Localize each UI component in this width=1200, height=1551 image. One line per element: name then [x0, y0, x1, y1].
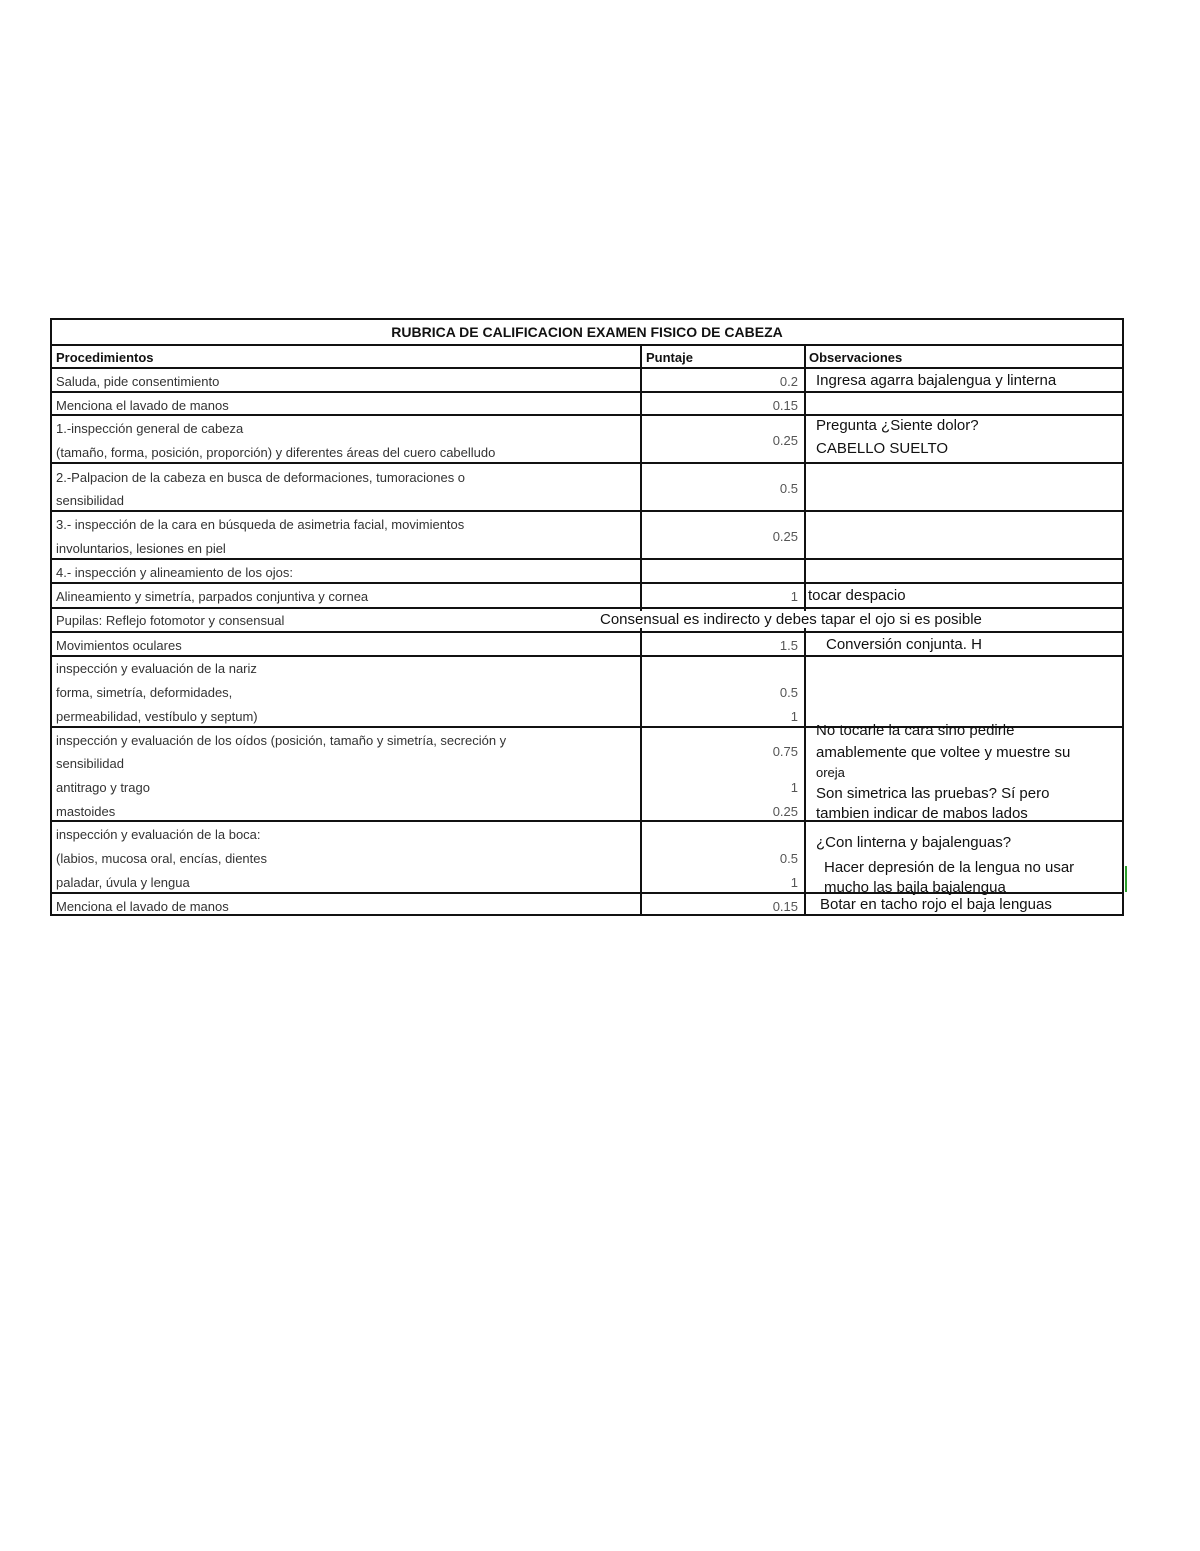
rubric-table	[50, 318, 1124, 916]
procedure-text: (labios, mucosa oral, encías, dientes	[56, 851, 267, 866]
row-divider	[52, 607, 1122, 609]
row-divider	[52, 655, 1122, 657]
procedure-text: 4.- inspección y alineamiento de los ojos:	[56, 565, 294, 580]
row-divider	[52, 367, 1122, 369]
procedure-text: (tamaño, forma, posición, proporción) y diferentes áreas del cuero cabelludo	[56, 445, 496, 460]
procedure-text: 1.-inspección general de cabeza	[56, 421, 244, 436]
observation-text: Hacer depresión de la lengua no usar	[824, 859, 1075, 876]
procedure-text: Movimientos oculares	[56, 638, 182, 653]
score-value: 0.25	[772, 529, 798, 544]
score-value: 0.5	[779, 685, 798, 700]
score-value: 1	[790, 709, 798, 724]
observation-text: Botar en tacho rojo el baja lenguas	[820, 896, 1052, 913]
observation-text: Son simetrica las pruebas? Sí pero	[816, 785, 1050, 802]
observation-text: Consensual es indirecto y debes tapar el ojo si es posible	[600, 611, 982, 628]
procedure-text: involuntarios, lesiones en piel	[56, 541, 226, 556]
header-observations: Observaciones	[809, 350, 903, 365]
observation-text: No tocarle la cara sino pedirle	[816, 722, 1015, 739]
procedure-text: 3.- inspección de la cara en búsqueda de asimetria facial, movimientos	[56, 517, 465, 532]
score-value: 0.15	[772, 899, 798, 914]
cell-selection-marker	[1125, 866, 1127, 892]
procedure-text: sensibilidad	[56, 493, 124, 508]
row-divider	[52, 558, 1122, 560]
table-title: RUBRICA DE CALIFICACION EXAMEN FISICO DE CABEZA	[52, 320, 1122, 346]
procedure-text: inspección y evaluación de la boca:	[56, 827, 261, 842]
row-divider	[52, 462, 1122, 464]
procedure-text: sensibilidad	[56, 756, 124, 771]
column-divider	[640, 344, 642, 914]
header-procedures: Procedimientos	[56, 350, 154, 365]
header-score: Puntaje	[646, 350, 693, 365]
observation-text: tambien indicar de mabos lados	[816, 805, 1028, 822]
row-divider	[52, 391, 1122, 393]
score-value: 1	[790, 875, 798, 890]
procedure-text: inspección y evaluación de los oídos (posición, tamaño y simetría, secreción y	[56, 733, 507, 748]
procedure-text: Menciona el lavado de manos	[56, 899, 229, 914]
observation-text: Ingresa agarra bajalengua y linterna	[816, 372, 1057, 389]
score-value: 1	[790, 589, 798, 604]
observation-text: Pregunta ¿Siente dolor?	[816, 417, 979, 434]
row-divider	[52, 414, 1122, 416]
observation-text: oreja	[816, 765, 845, 780]
procedure-text: permeabilidad, vestíbulo y septum)	[56, 709, 258, 724]
observation-text: Conversión conjunta. H	[826, 636, 982, 653]
score-value: 0.2	[779, 374, 798, 389]
row-divider	[52, 510, 1122, 512]
procedure-text: antitrago y trago	[56, 780, 150, 795]
procedure-text: mastoides	[56, 804, 116, 819]
procedure-text: Pupilas: Reflejo fotomotor y consensual	[56, 613, 285, 628]
observation-text: ¿Con linterna y bajalenguas?	[816, 834, 1012, 851]
procedure-text: Menciona el lavado de manos	[56, 398, 229, 413]
score-value: 0.5	[779, 851, 798, 866]
row-divider	[52, 631, 1122, 633]
score-value: 1.5	[779, 638, 798, 653]
procedure-text: 2.-Palpacion de la cabeza en busca de deformaciones, tumoraciones o	[56, 470, 466, 485]
procedure-text: Alineamiento y simetría, parpados conjuntiva y cornea	[56, 589, 369, 604]
observation-text: mucho las bajla bajalengua	[824, 879, 1006, 896]
score-value: 0.5	[779, 481, 798, 496]
observation-text: tocar despacio	[808, 587, 906, 604]
score-value: 0.75	[772, 744, 798, 759]
procedure-text: inspección y evaluación de la nariz	[56, 661, 257, 676]
score-value: 0.15	[772, 398, 798, 413]
row-divider	[52, 582, 1122, 584]
score-value: 1	[790, 780, 798, 795]
observation-text: CABELLO SUELTO	[816, 440, 948, 457]
procedure-text: forma, simetría, deformidades,	[56, 685, 233, 700]
column-divider	[804, 344, 806, 914]
procedure-text: Saluda, pide consentimiento	[56, 374, 220, 389]
procedure-text: paladar, úvula y lengua	[56, 875, 190, 890]
observation-text: amablemente que voltee y muestre su	[816, 744, 1071, 761]
score-value: 0.25	[772, 433, 798, 448]
score-value: 0.25	[772, 804, 798, 819]
